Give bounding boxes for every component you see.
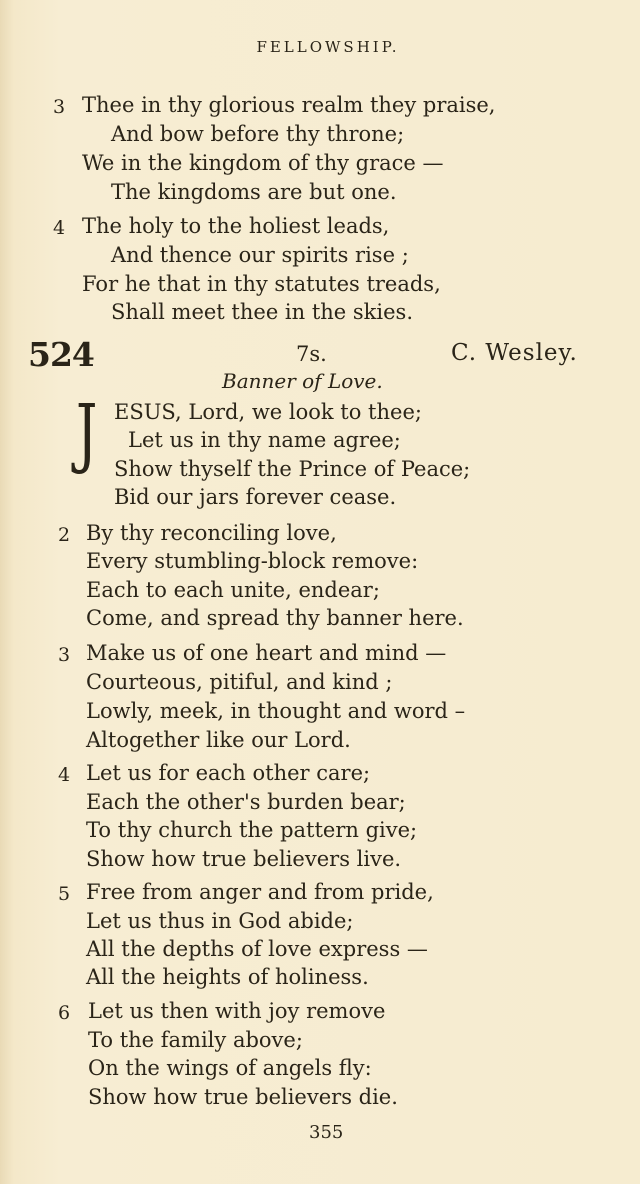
verse-line: All the depths of love express — [86, 937, 428, 961]
verse-number: 5 [58, 883, 71, 905]
verse-line: Let us for each other care; [86, 761, 371, 785]
verse-line: And bow before thy throne; [111, 122, 405, 146]
verse-line: Every stumbling-block remove: [86, 549, 419, 573]
verse-line: Bid our jars forever cease. [114, 485, 397, 509]
verse-line: On the wings of angels fly: [88, 1056, 372, 1080]
verse-line: We in the kingdom of thy grace — [82, 151, 444, 175]
verse-line: To thy church the pattern give; [86, 818, 418, 842]
verse-line: Come, and spread thy banner here. [86, 606, 464, 630]
verse-number: 3 [58, 644, 71, 666]
verse-number: 3 [53, 96, 66, 118]
verse-line: Show how true believers die. [88, 1085, 398, 1109]
verse-line: Let us thus in God abide; [86, 909, 354, 933]
verse-number: 4 [53, 217, 66, 239]
verse-line: Lowly, meek, in thought and word – [86, 699, 466, 723]
verse-line: The kingdoms are but one. [111, 180, 397, 204]
verse-line: Thee in thy glorious realm they praise, [82, 93, 496, 117]
verse-number: 6 [58, 1002, 71, 1024]
verse-line: ESUS, Lord, we look to thee; [114, 400, 422, 424]
verse-line: And thence our spirits rise ; [111, 243, 409, 267]
page-number: 355 [309, 1122, 344, 1143]
verse-line: Free from anger and from pride, [86, 880, 434, 904]
verse-line: Each to each unite, endear; [86, 578, 380, 602]
verse-line: Show thyself the Prince of Peace; [114, 457, 471, 481]
hymn-author: C. Wesley. [451, 340, 578, 366]
verse-line: Each the other's burden bear; [86, 790, 406, 814]
hymn-meter: 7s. [296, 342, 327, 366]
verse-line: By thy reconciling love, [86, 521, 337, 545]
verse-line: Shall meet thee in the skies. [111, 300, 413, 324]
hymn-number: 524 [28, 335, 94, 374]
verse-number: 2 [58, 524, 71, 546]
drop-cap: J [76, 387, 98, 476]
verse-line: Altogether like our Lord. [86, 728, 351, 752]
verse-line: All the heights of holiness. [86, 965, 369, 989]
verse-line: The holy to the holiest leads, [82, 214, 390, 238]
verse-number: 4 [58, 764, 71, 786]
verse-line: Let us in thy name agree; [128, 428, 401, 452]
verse-line: Show how true believers live. [86, 847, 402, 871]
verse-line: Let us then with joy remove [88, 999, 386, 1023]
verse-line: To the family above; [88, 1028, 303, 1052]
verse-line: Courteous, pitiful, and kind ; [86, 670, 393, 694]
verse-line: Make us of one heart and mind — [86, 641, 447, 665]
running-head: FELLOWSHIP. [256, 38, 400, 56]
verse-line: For he that in thy statutes treads, [82, 272, 441, 296]
hymn-title: Banner of Love. [222, 369, 383, 393]
